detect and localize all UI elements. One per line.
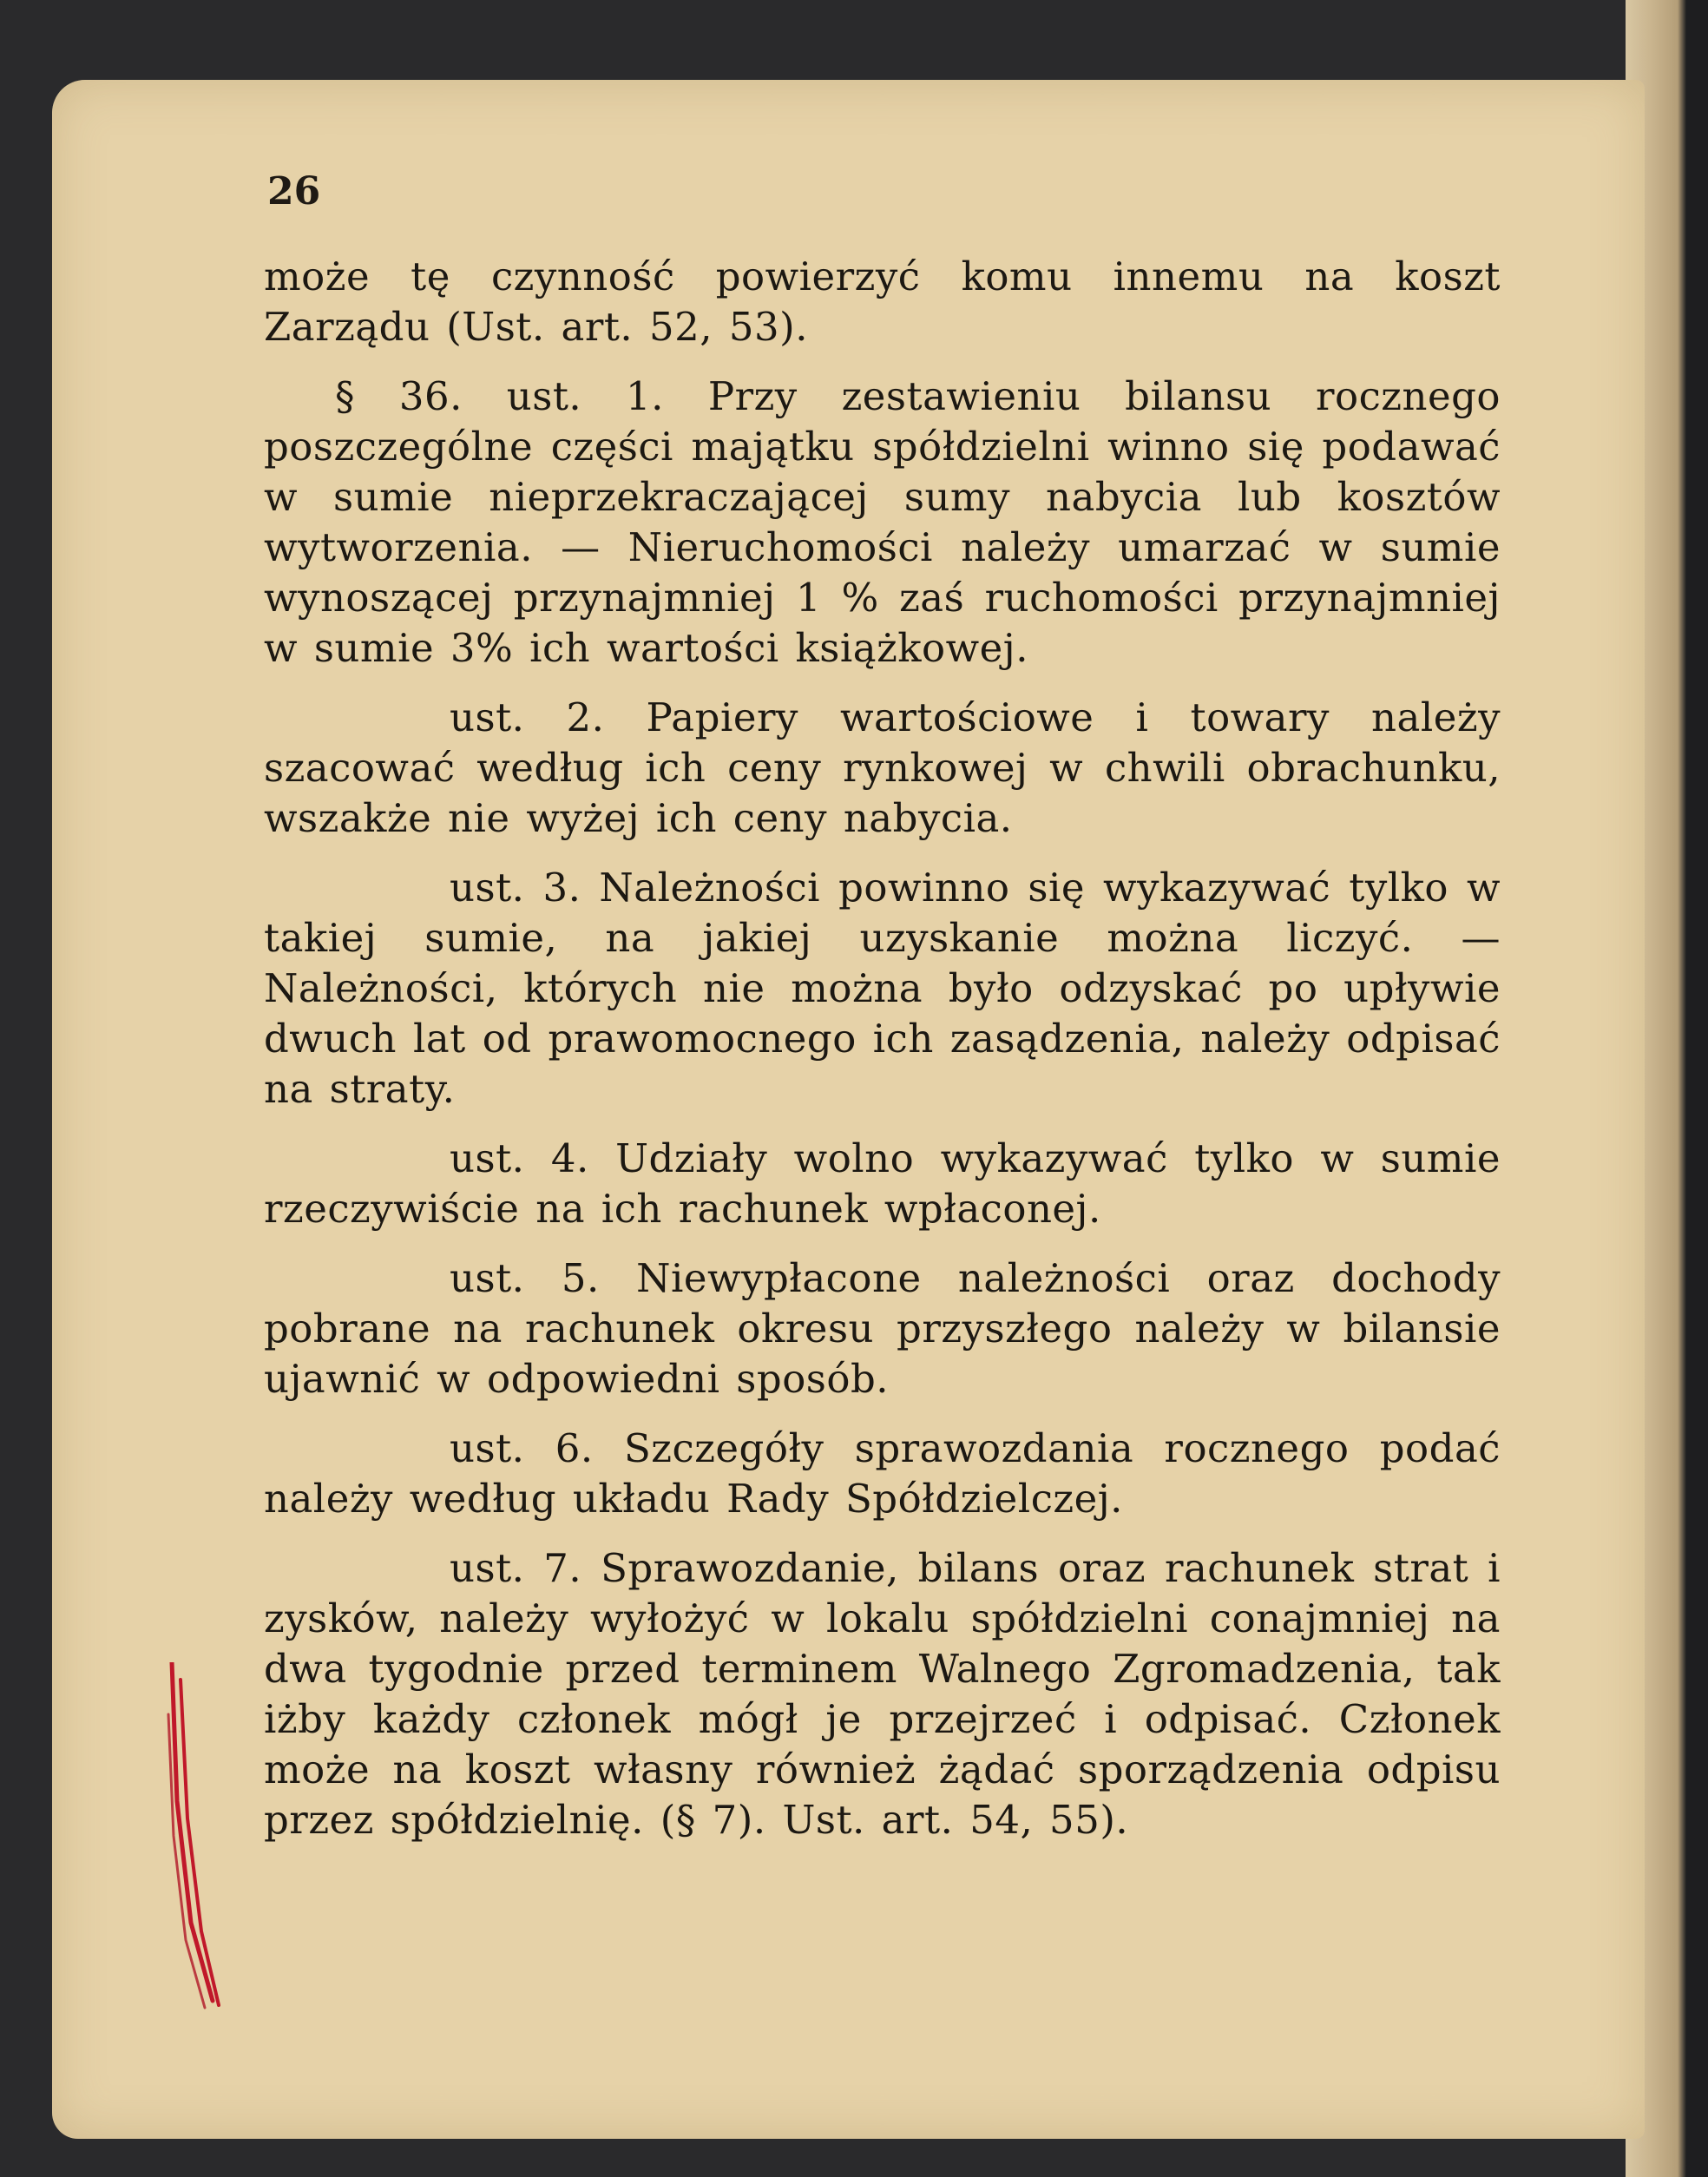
- red-pencil-margin-mark: [165, 1662, 234, 2009]
- paragraph-ust-5: ust. 5. Niewypłacone należności oraz dochody pobrane na rachunek okresu przyszłego należy w bilansie ujawnić w odpowiedni sposób.: [264, 1255, 1501, 1402]
- paragraph-ust-3: ust. 3. Należności powinno się wykazywać tylko w takiej sumie, na jakiej uzyskanie można liczyć. — Należności, których nie można było odzyskać po upływie dwuch lat od prawomocnego ich zasądzenia, należy odpisać na straty.: [264, 865, 1501, 1112]
- paragraph-ust-2: ust. 2. Papiery wartościowe i towary należy szacować według ich ceny rynkowej w chwili obrachunku, wszakże nie wyżej ich ceny nabycia.: [264, 694, 1501, 841]
- page-text: [264, 252, 1501, 1865]
- paragraph-ust-4: ust. 4. Udziały wolno wykazywać tylko w sumie rzeczywiście na ich rachunek wpłaconej.: [264, 1135, 1501, 1232]
- paragraph-ust-7: ust. 7. Sprawozdanie, bilans oraz rachunek strat i zysków, należy wyłożyć w lokalu spółdzielni conajmniej na dwa tygodnie przed terminem Walnego Zgromadzenia, tak iżby każdy członek mógł je przejrzeć i odpisać. Członek może na koszt własny również żądać sporządzenia odpisu przez spółdzielnię. (§ 7). Ust. art. 54, 55).: [264, 1545, 1501, 1843]
- paragraph-continuation: może tę czynność powierzyć komu innemu na koszt Zarządu (Ust. art. 52, 53).: [264, 253, 1501, 350]
- paragraph-ust-6: ust. 6. Szczegóły sprawozdania rocznego podać należy według układu Rady Spółdzielczej.: [264, 1425, 1501, 1522]
- paragraph-section-36-ust-1: § 36. ust. 1. Przy zestawieniu bilansu rocznego poszczególne części majątku spółdzielni winno się podawać w sumie nieprzekraczającej sumy nabycia lub kosztów wytworzenia. — Nieruchomości należy umarzać w sumie wynoszącej przynajmniej 1 % zaś ruchomości przynajmniej w sumie 3% ich wartości książkowej.: [264, 373, 1501, 671]
- page-number: 26: [267, 169, 321, 214]
